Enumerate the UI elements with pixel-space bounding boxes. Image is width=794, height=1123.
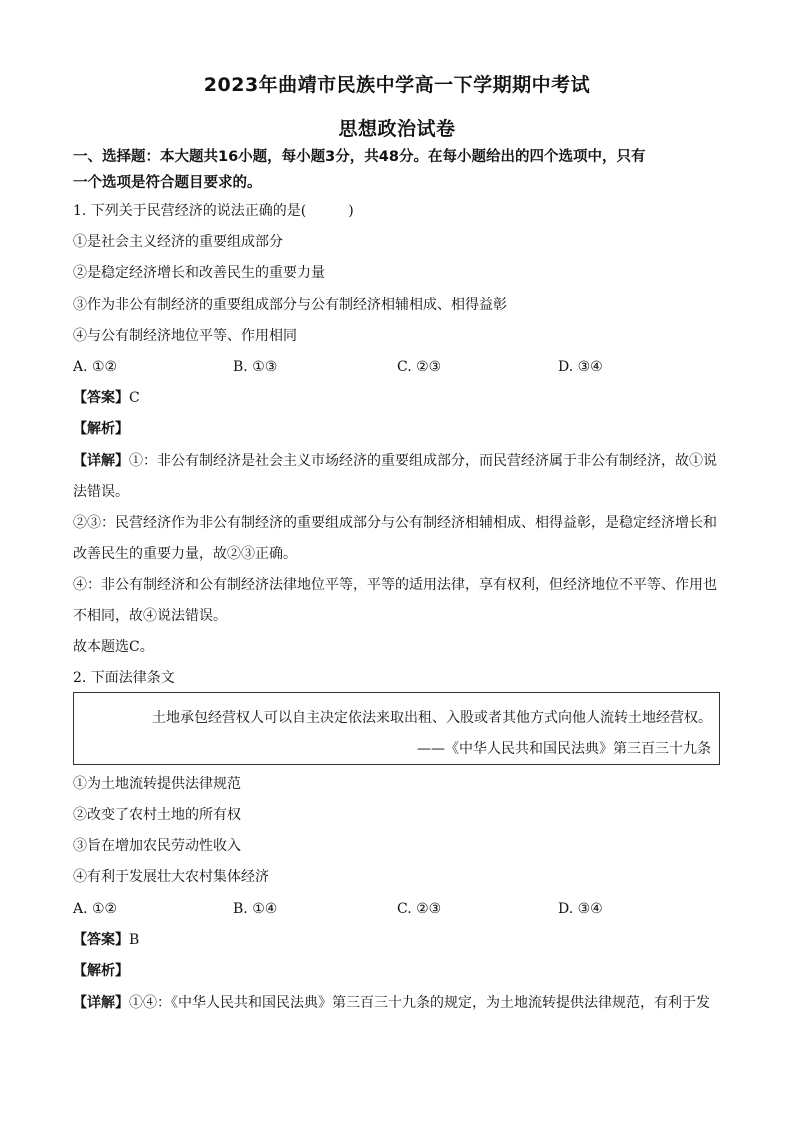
- q1-item-4: ④与公有制经济地位平等、作用相同: [73, 328, 297, 344]
- q1-answer-value: C: [129, 390, 140, 406]
- q1-detail-line-7: 故本题选C。: [73, 639, 154, 655]
- q1-stem: 1. 下列关于民营经济的说法正确的是( ): [73, 203, 354, 219]
- q1-detail-line-3: ②③：民营经济作为非公有制经济的重要组成部分与公有制经济相辅相成、相得益彰，是稳定经济增长和: [73, 515, 717, 531]
- q1-option-a: A. ①②: [73, 359, 118, 375]
- q2-option-b: B. ①④: [233, 901, 278, 917]
- q1-detail-line-4: 改善民生的重要力量，故②③正确。: [73, 546, 297, 562]
- q1-item-2: ②是稳定经济增长和改善民生的重要力量: [73, 265, 325, 281]
- q2-detail-label: 【详解】: [73, 995, 129, 1011]
- q2-answer-label: 【答案】: [73, 932, 129, 948]
- q1-item-1: ①是社会主义经济的重要组成部分: [73, 234, 283, 250]
- q1-detail-line-1: [73, 452, 717, 470]
- q2-item-1: ①为土地流转提供法律规范: [73, 776, 241, 792]
- exam-subtitle: 思想政治试卷: [338, 118, 456, 140]
- q1-answer: [73, 389, 140, 407]
- q1-detail-label: 【详解】: [73, 453, 129, 469]
- section-heading-line-1: 一、选择题：本大题共16小题，每小题3分，共48分。在每小题给出的四个选项中，只有: [73, 149, 646, 165]
- q1-option-b: B. ①③: [233, 359, 278, 375]
- q2-quote-box: [73, 692, 720, 765]
- q2-answer: [73, 931, 139, 949]
- q2-analysis-label: 【解析】: [73, 963, 129, 979]
- q1-detail-line-5: ④：非公有制经济和公有制经济法律地位平等，平等的适用法律，享有权利，但经济地位不平等、作用也: [73, 577, 717, 593]
- q2-quote-source: ——《中华人民共和国民法典》第三百三十九条: [417, 741, 711, 757]
- q2-quote-text: 土地承包经营权人可以自主决定依法来取出租、入股或者其他方式向他人流转土地经营权。: [152, 710, 712, 726]
- q1-answer-label: 【答案】: [73, 390, 129, 406]
- section-heading-line-2: 一个选项是符合题目要求的。: [73, 175, 262, 191]
- exam-title: 2023年曲靖市民族中学高一下学期期中考试: [203, 74, 591, 96]
- q2-option-c: C. ②③: [397, 901, 442, 917]
- q2-detail-line-1: [73, 994, 710, 1012]
- q1-detail-text-1: ①：非公有制经济是社会主义市场经济的重要组成部分，而民营经济属于非公有制经济，故①说: [129, 453, 717, 469]
- q1-detail-line-6: 不相同，故④说法错误。: [73, 608, 227, 624]
- q2-answer-value: B: [129, 932, 140, 948]
- q1-analysis-label: 【解析】: [73, 421, 129, 437]
- q1-item-3: ③作为非公有制经济的重要组成部分与公有制经济相辅相成、相得益彰: [73, 297, 507, 313]
- q2-option-a: A. ①②: [73, 901, 118, 917]
- q2-item-4: ④有利于发展壮大农村集体经济: [73, 869, 269, 885]
- q2-detail-text: ①④：《中华人民共和国民法典》第三百三十九条的规定，为土地流转提供法律规范，有利于发: [129, 995, 710, 1011]
- q2-stem: 2. 下面法律条文: [73, 670, 175, 686]
- q2-item-2: ②改变了农村土地的所有权: [73, 807, 241, 823]
- q2-option-d: D. ③④: [558, 901, 603, 917]
- q2-item-3: ③旨在增加农民劳动性收入: [73, 838, 241, 854]
- q1-option-c: C. ②③: [397, 359, 442, 375]
- q1-option-d: D. ③④: [558, 359, 603, 375]
- q1-detail-line-2: 法错误。: [73, 484, 129, 500]
